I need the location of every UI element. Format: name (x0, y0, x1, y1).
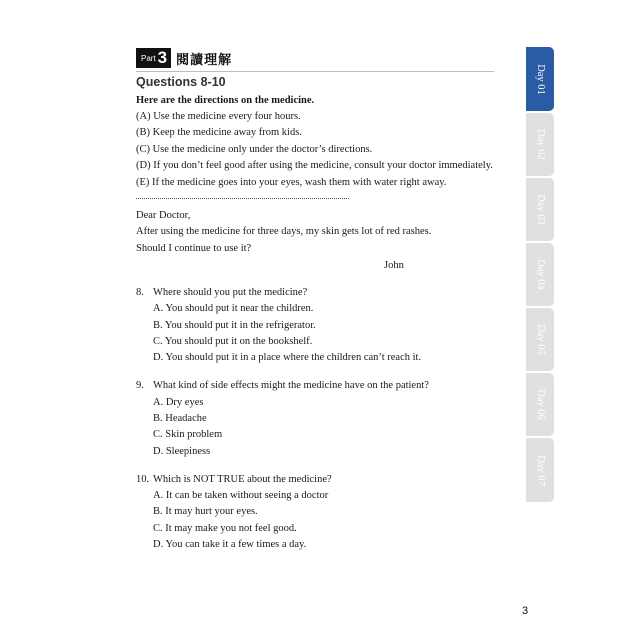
tab-day-02[interactable] (526, 113, 554, 176)
answer-option: B. You should put it in the refrigerator. (153, 320, 316, 331)
answer-option: C. You should put it on the bookshelf. (153, 336, 313, 347)
tab-label: Day 05 (534, 324, 546, 355)
letter-line: Should I continue to use it? (136, 243, 252, 254)
tab-label: Day 06 (534, 389, 546, 420)
section-title: 閱讀理解 (176, 52, 233, 68)
part-header (136, 48, 232, 68)
question-number: 10. (136, 474, 150, 485)
question-number: 8. (136, 287, 144, 298)
question-text: Which is NOT TRUE about the medicine? (153, 474, 332, 485)
tab-day-06[interactable] (526, 373, 554, 436)
answer-option: B. Headache (153, 413, 207, 424)
answer-option: A. It can be taken without seeing a doctor (153, 490, 329, 501)
tab-label: Day 01 (534, 63, 546, 95)
direction-item: (B) Keep the medicine away from kids. (136, 127, 302, 138)
tab-label: Day 04 (534, 259, 546, 290)
answer-option: D. You can take it a few times a day. (153, 539, 307, 550)
letter-signature: John (384, 260, 404, 271)
answer-option: D. You should put it in a place where the children can’t reach it. (153, 352, 422, 363)
direction-item: (D) If you don’t feel good after using the medicine, consult your doctor immediately. (136, 160, 493, 171)
answer-option: C. Skin problem (153, 429, 223, 440)
tab-label: Day 03 (534, 194, 546, 225)
answer-option: A. Dry eyes (153, 397, 204, 408)
letter-line: After using the medicine for three days, my skin gets lot of red rashes. (136, 226, 432, 237)
answer-option: C. It may make you not feel good. (153, 523, 297, 534)
part-number: 3 (157, 48, 168, 67)
questions-heading: Questions 8-10 (136, 75, 226, 89)
tab-label: Day 07 (534, 454, 546, 486)
page-number: 3 (522, 605, 529, 617)
dotted-separator (136, 198, 349, 199)
tab-day-03[interactable] (526, 178, 554, 241)
tab-label: Day 02 (534, 129, 546, 160)
answer-option: A. You should put it near the children. (153, 303, 314, 314)
title-underline (136, 71, 494, 72)
answer-option: D. Sleepiness (153, 446, 211, 457)
direction-item: (C) Use the medicine only under the doctor’s directions. (136, 144, 373, 155)
tab-day-07[interactable] (526, 438, 554, 502)
direction-item: (A) Use the medicine every four hours. (136, 111, 301, 122)
question-text: What kind of side effects might the medicine have on the patient? (153, 380, 429, 391)
direction-item: (E) If the medicine goes into your eyes, wash them with water right away. (136, 177, 447, 188)
question-text: Where should you put the medicine? (153, 287, 308, 298)
letter-greeting: Dear Doctor, (136, 210, 191, 221)
part-badge (136, 48, 171, 68)
tab-day-04[interactable] (526, 243, 554, 306)
answer-option: B. It may hurt your eyes. (153, 506, 258, 517)
tab-day-05[interactable] (526, 308, 554, 371)
tab-day-01[interactable] (526, 47, 554, 111)
question-number: 9. (136, 380, 144, 391)
part-word: Part (141, 53, 156, 63)
directions-heading: Here are the directions on the medicine. (136, 95, 315, 106)
